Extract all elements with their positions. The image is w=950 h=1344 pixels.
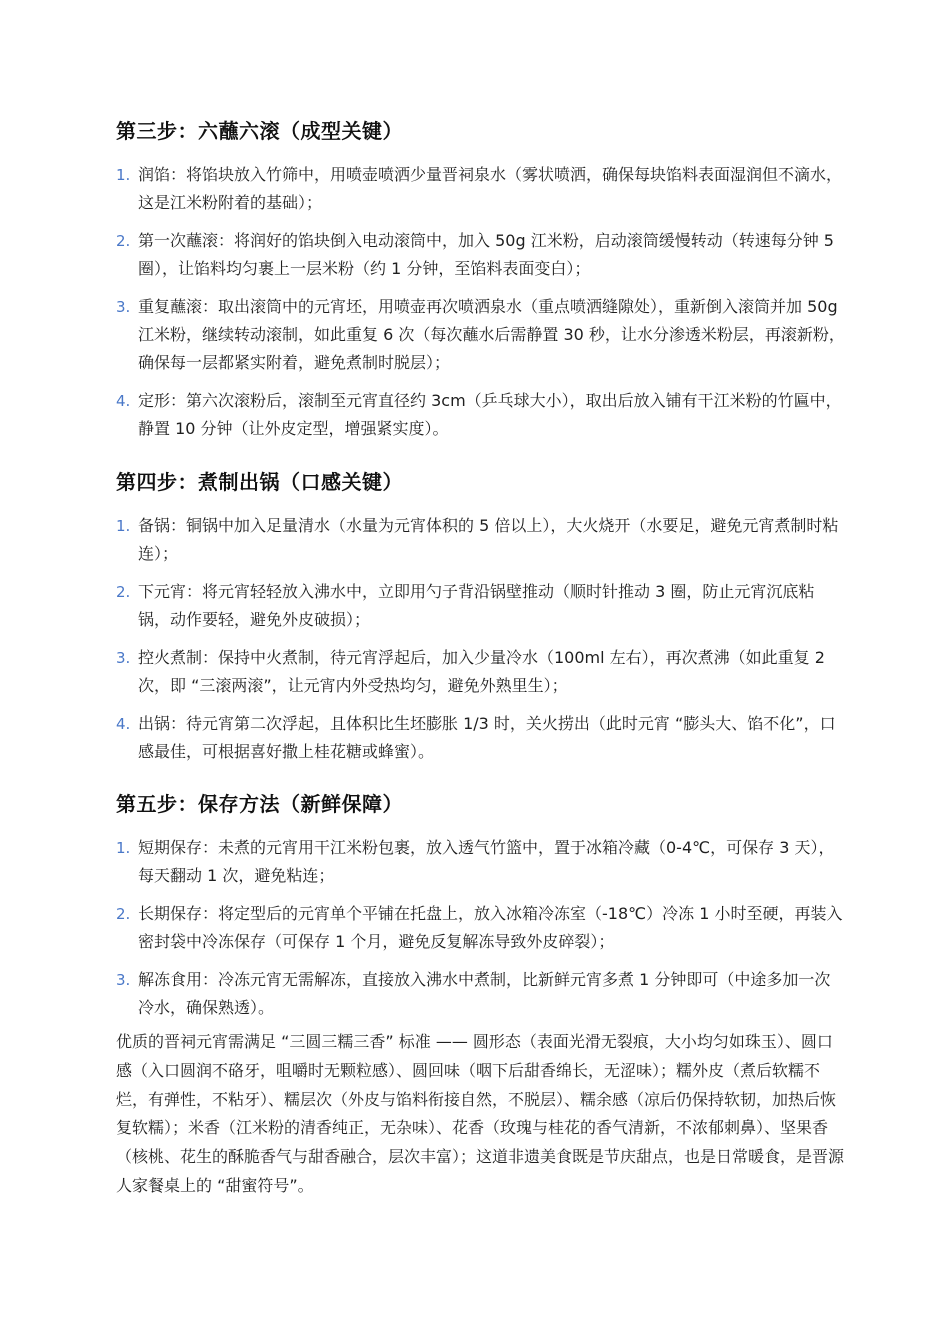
list-text: 定形：第六次滚粉后，滚制至元宵直径约 3cm（乒乓球大小），取出后放入铺有干江米粉的竹匾中，静置 10 分钟（让外皮定型，增强紧实度）。 xyxy=(138,391,842,438)
list-text: 解冻食用：冷冻元宵无需解冻，直接放入沸水中煮制，比新鲜元宵多煮 1 分钟即可（中途多加一次冷水，确保熟透）。 xyxy=(138,970,831,1017)
list-item xyxy=(116,966,846,1022)
step3-list xyxy=(116,161,846,443)
list-item xyxy=(116,227,846,283)
section-heading-step3: 第三步：六蘸六滚（成型关键） xyxy=(116,119,403,143)
list-text: 出锅：待元宵第二次浮起，且体积比生坯膨胀 1/3 时，关火捞出（此时元宵 “膨头大、馅不化”，口感最佳，可根据喜好撒上桂花糖或蜂蜜）。 xyxy=(138,714,836,761)
list-number: 4. xyxy=(116,715,131,733)
section-heading-step5: 第五步：保存方法（新鲜保障） xyxy=(116,792,403,816)
list-text: 润馅：将馅块放入竹筛中，用喷壶喷洒少量晋祠泉水（雾状喷洒，确保每块馅料表面湿润但不滴水，这是江米粉附着的基础）； xyxy=(138,165,843,212)
list-text: 下元宵：将元宵轻轻放入沸水中，立即用勺子背沿锅壁推动（顺时针推动 3 圈，防止元宵沉底粘锅，动作要轻，避免外皮破损）； xyxy=(138,582,815,629)
summary-paragraph: 优质的晋祠元宵需满足 “三圆三糯三香” 标准 —— 圆形态（表面光滑无裂痕，大小均匀如珠玉）、圆口感（入口圆润不硌牙，咀嚼时无颗粒感）、圆回味（咽下后甜香绵长，无涩味）；糯外皮（煮后软糯不烂，有弹性，不粘牙）、糯层次（外皮与馅料衔接自然，不脱层）、糯余感（凉后仍保持软韧，加热后恢复软糯）；米香（江米粉的清香纯正，无杂味）、花香（玫瑰与桂花的香气清新，不浓郁刺鼻）、坚果香（核桃、花生的酥脆香气与甜香融合，层次丰富）；这道非遗美食既是节庆甜点，也是日常暖食，是晋源人家餐桌上的 “甜蜜符号”。 xyxy=(116,1032,845,1195)
list-number: 2. xyxy=(116,905,131,923)
list-item xyxy=(116,387,846,443)
list-number: 3. xyxy=(116,298,131,316)
list-text: 控火煮制：保持中火煮制，待元宵浮起后，加入少量冷水（100ml 左右），再次煮沸（如此重复 2 次，即 “三滚两滚”，让元宵内外受热均匀，避免外熟里生）； xyxy=(138,648,825,695)
list-number: 2. xyxy=(116,583,131,601)
section-heading-step4: 第四步：煮制出锅（口感关键） xyxy=(116,470,403,494)
list-item xyxy=(116,834,846,890)
step4-list xyxy=(116,512,846,766)
list-text: 重复蘸滚：取出滚筒中的元宵坯，用喷壶再次喷洒泉水（重点喷洒缝隙处），重新倒入滚筒并加 50g 江米粉，继续转动滚制，如此重复 6 次（每次蘸水后需静置 30 秒，让水分渗透米粉层，再滚新粉，确保每一层都紧实附着，避免煮制时脱层）； xyxy=(138,297,845,372)
list-item xyxy=(116,900,846,956)
list-item xyxy=(116,161,846,217)
list-number: 1. xyxy=(116,517,131,535)
list-item xyxy=(116,512,846,568)
step5-list xyxy=(116,834,846,1022)
list-number: 3. xyxy=(116,971,131,989)
list-number: 2. xyxy=(116,232,131,250)
list-item xyxy=(116,644,846,700)
list-text: 第一次蘸滚：将润好的馅块倒入电动滚筒中，加入 50g 江米粉，启动滚筒缓慢转动（转速每分钟 5 圈），让馅料均匀裹上一层米粉（约 1 分钟，至馅料表面变白）； xyxy=(138,231,834,278)
list-number: 1. xyxy=(116,839,131,857)
list-number: 4. xyxy=(116,392,131,410)
list-number: 1. xyxy=(116,166,131,184)
list-text: 备锅：铜锅中加入足量清水（水量为元宵体积的 5 倍以上），大火烧开（水要足，避免元宵煮制时粘连）； xyxy=(138,516,839,563)
list-text: 长期保存：将定型后的元宵单个平铺在托盘上，放入冰箱冷冻室（-18℃）冷冻 1 小时至硬，再装入密封袋中冷冻保存（可保存 1 个月，避免反复解冻导致外皮碎裂）； xyxy=(138,904,843,951)
list-number: 3. xyxy=(116,649,131,667)
list-item xyxy=(116,578,846,634)
list-text: 短期保存：未煮的元宵用干江米粉包裹，放入透气竹篮中，置于冰箱冷藏（0-4℃，可保存 3 天），每天翻动 1 次，避免粘连； xyxy=(138,838,835,885)
list-item xyxy=(116,710,846,766)
list-item xyxy=(116,293,846,377)
